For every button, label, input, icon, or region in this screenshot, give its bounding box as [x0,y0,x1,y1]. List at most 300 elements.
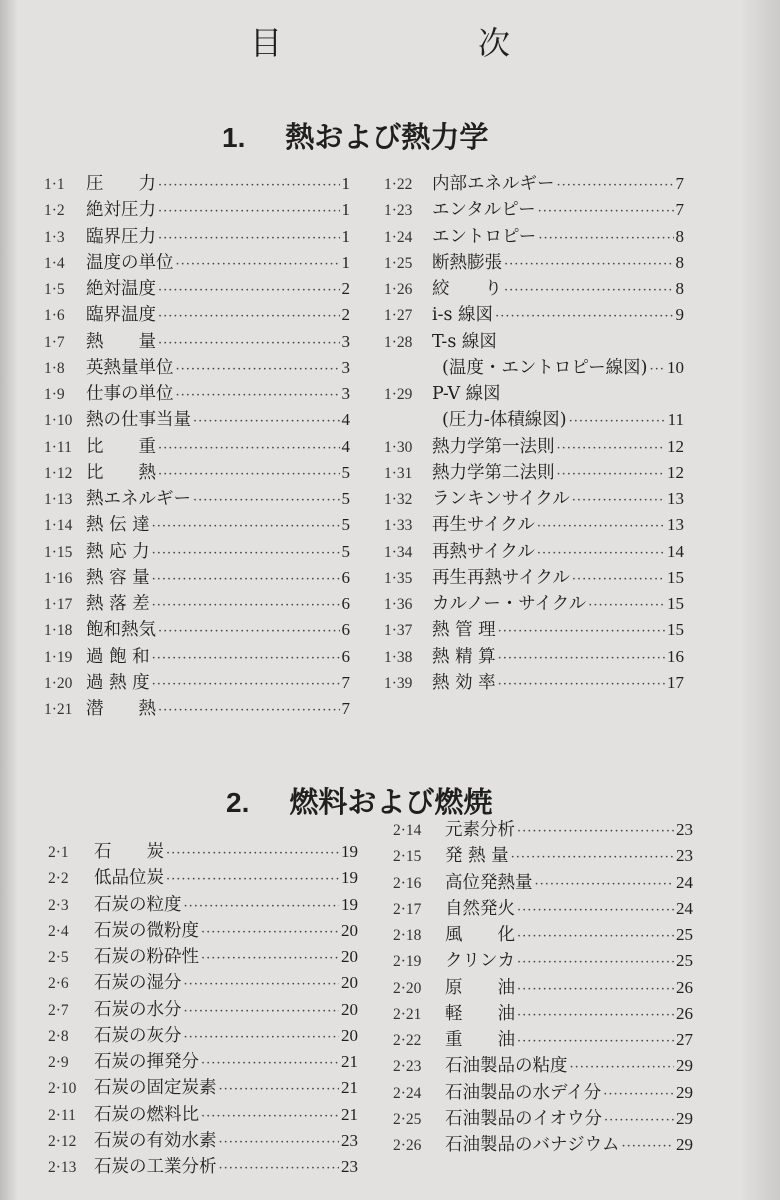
section-title: 石 炭 [94,842,164,862]
dot-leader [557,178,674,193]
dot-leader [158,231,340,246]
page-number: 1 [341,200,350,220]
page-number: 20 [341,999,358,1019]
section-number: 2·1 [48,844,69,861]
chapter-title: 燃料および燃焼 [289,785,493,819]
section-number: 1·30 [384,438,413,456]
section-title: 圧 力 [86,174,156,194]
section-title: i-s 線図 [432,305,494,326]
page-number: 2 [341,279,350,298]
page-number: 17 [667,672,684,692]
section-title: 比 重 [86,436,156,457]
section-title: ランキンサイクル [432,489,570,509]
dot-leader [184,1030,340,1045]
chapter-1-left-column [44,170,350,721]
toc-entry [48,1153,358,1179]
page-number: 26 [676,977,693,997]
section-number: 1·13 [44,491,73,508]
section-title: 再生サイクル [432,515,535,536]
toc-entry [48,1048,358,1074]
section-number: 1·23 [384,202,413,220]
section-title: 石炭の灰分 [94,1025,182,1046]
section-number: 2·15 [393,848,422,866]
page-number: 20 [341,947,358,966]
toc-entry [393,895,693,921]
dot-leader [572,572,665,587]
page-number: 16 [667,646,684,666]
toc-entry [44,380,350,406]
chapter-number: 2. [226,787,250,818]
dot-leader [621,1139,674,1154]
toc-entry [48,838,358,864]
section-number: 2·12 [48,1132,77,1150]
section-title: 熱 量 [86,331,156,352]
toc-entry [384,328,684,354]
section-number: 1·7 [44,333,65,351]
toc-entry [384,564,684,590]
section-number: 1·39 [384,674,413,692]
dot-leader [201,951,339,966]
section-title: 温度の単位 [86,252,174,273]
page-title [250,18,510,64]
toc-entry [393,842,693,868]
toc-entry [44,328,350,354]
page-number: 7 [341,699,350,718]
dot-leader [219,1135,340,1150]
section-title: クリンカ [445,951,515,972]
page-number: 9 [675,305,684,325]
section-title: 高位発熱量 [445,872,533,893]
dot-leader [517,1034,674,1049]
section-number: 1·25 [384,254,413,272]
page-number: 26 [676,1003,693,1023]
section-title: 石油製品のバナジウム [445,1135,620,1155]
section-title: 熱力学第二法則 [432,462,555,483]
section-number: 1·8 [44,359,65,377]
section-number: 2·22 [393,1032,422,1049]
section-number: 1·19 [44,648,73,666]
toc-entry [393,974,693,1000]
section-number: 2·11 [48,1106,76,1124]
section-title: (圧力-体積線図) [442,410,567,431]
dot-leader [570,1060,675,1075]
section-title: 熱 管 理 [432,620,496,641]
section-number: 2·6 [48,975,69,993]
section-number: 1·37 [384,622,413,640]
section-title: 石炭の燃料比 [94,1104,199,1125]
chapter-1-heading [222,115,488,156]
chapter-1-right-column [384,170,684,695]
section-number: 2·19 [393,953,422,971]
section-number: 1·27 [384,307,413,325]
toc-entry [393,1105,693,1131]
page-number: 3 [341,384,350,403]
section-number: 1·15 [44,543,73,561]
section-number: 2·13 [48,1159,77,1176]
section-title: カルノー・サイクル [432,594,587,614]
section-title: 石炭の工業分析 [94,1157,217,1177]
toc-entry [44,170,350,196]
toc-entry [48,917,358,943]
dot-leader [201,1056,339,1071]
toc-entry [384,511,684,537]
toc-entry [48,969,358,995]
toc-entry [44,511,350,537]
section-title: 臨界温度 [86,305,156,326]
toc-entry [384,354,684,380]
page-number: 21 [341,1104,358,1124]
page-number: 7 [675,200,684,220]
section-number: 1·35 [384,569,413,587]
section-title: 絶対圧力 [86,200,156,221]
toc-entry [384,616,684,642]
page-number: 6 [341,646,350,666]
dot-leader [176,388,340,403]
section-title: 熱エネルギー [86,489,191,509]
dot-leader [166,846,339,861]
section-title: エントロピー [432,226,537,247]
section-number: 2·21 [393,1005,422,1023]
section-title: 石炭の湿分 [94,973,182,994]
toc-entry [44,459,350,485]
page-number: 23 [676,846,693,866]
section-title: 比 熱 [86,462,156,483]
dot-leader [158,204,340,219]
dot-leader [511,850,674,865]
dot-leader [603,1087,674,1102]
toc-entry [44,538,350,564]
section-number: 1·36 [384,596,413,613]
dot-leader [498,677,665,692]
dot-leader [152,519,340,534]
page-number: 24 [676,898,693,918]
dot-leader [152,651,340,666]
section-title: 熱 容 量 [86,567,150,588]
section-number: 2·2 [48,870,69,888]
section-number: 2·10 [48,1080,77,1098]
section-title: (温度・エントロピー線図) [442,357,648,378]
chapter-2-left-column [48,838,358,1179]
section-title: 飽和熱気 [86,620,156,641]
section-title: 軽 油 [445,1003,515,1024]
toc-entry [384,223,684,249]
page-number: 5 [341,489,350,508]
section-title: 石炭の粒度 [94,894,182,915]
dot-leader [152,598,340,613]
chapter-number: 1. [222,122,246,153]
section-title: 石炭の水分 [94,999,182,1020]
page-number: 29 [676,1135,693,1154]
page-number: 10 [667,357,684,377]
toc-entry [44,616,350,642]
section-number: 2·3 [48,896,69,914]
page-number: 21 [341,1078,358,1098]
page-number: 14 [667,541,684,561]
dot-leader [158,441,340,456]
page-number: 7 [675,174,684,193]
toc-entry [384,249,684,275]
section-number: 1·32 [384,491,413,508]
dot-leader [604,1113,674,1128]
dot-leader [158,178,340,193]
toc-entry [48,943,358,969]
section-number: 1·29 [384,386,413,403]
toc-entry [44,669,350,695]
book-spine-shadow [0,0,18,1200]
dot-leader [152,677,340,692]
toc-entry [384,459,684,485]
section-title: 臨界圧力 [86,226,156,247]
section-title: 原 油 [445,977,515,998]
dot-leader [517,903,674,918]
section-title: 石炭の粉砕性 [94,947,199,967]
section-title: 潜 熱 [86,699,156,719]
dot-leader [538,231,673,246]
section-title: 熱の仕事当量 [86,410,191,431]
section-title: 断熱膨張 [432,252,502,273]
section-title: エンタルピー [432,200,536,221]
section-title: 低品位炭 [94,868,164,889]
section-title: 熱 効 率 [432,672,496,693]
section-number: 1·16 [44,569,73,587]
page-number: 6 [341,620,350,640]
section-title: 石油製品の水デイ分 [445,1082,602,1103]
page-number: 6 [341,594,350,613]
section-number: 1·14 [44,517,73,535]
dot-leader [498,624,665,639]
toc-entry [384,406,684,432]
section-number: 2·25 [393,1110,422,1128]
dot-leader [588,598,665,613]
toc-entry [44,249,350,275]
chapter-2-heading [226,780,492,821]
section-number: 2·26 [393,1137,422,1154]
toc-entry [44,643,350,669]
section-title: 熱 伝 達 [86,515,150,536]
section-number: 1·26 [384,281,413,298]
toc-entry [393,1026,693,1052]
section-title: P-V 線図 [432,384,501,404]
dot-leader [557,441,666,456]
toc-entry [44,406,350,432]
section-title: 石油製品のイオウ分 [445,1108,602,1129]
page-title-char: 目 [250,24,283,62]
section-number: 1·10 [44,412,73,430]
page-number: 5 [341,541,350,561]
dot-leader [152,572,340,587]
page-number: 23 [341,1157,358,1176]
section-title: 重 油 [445,1030,515,1050]
dot-leader [166,872,339,887]
page-number: 11 [667,410,684,430]
section-number: 2·9 [48,1054,69,1071]
section-number: 1·28 [384,333,413,351]
page-number: 15 [667,567,684,587]
section-title: 過 飽 和 [86,646,150,667]
dot-leader [201,925,339,940]
toc-entry [393,921,693,947]
page-number: 21 [341,1052,358,1071]
section-number: 1·34 [384,543,413,561]
dot-leader [535,877,675,892]
toc-entry [393,816,693,842]
toc-entry [384,196,684,222]
section-number: 1·31 [384,464,413,482]
page-number: 8 [675,252,684,272]
toc-entry [384,275,684,301]
section-number: 2·14 [393,822,422,839]
page-number: 29 [676,1056,693,1076]
section-title: T-s 線図 [432,331,497,352]
dot-leader [158,703,340,718]
dot-leader [193,493,340,508]
page-number: 4 [341,436,350,456]
dot-leader [498,651,665,666]
dot-leader [158,624,340,639]
dot-leader [557,467,666,482]
page-title-char: 次 [477,24,510,62]
toc-entry [384,301,684,327]
section-title: 元素分析 [445,820,515,840]
page-number: 20 [341,1025,358,1045]
section-number: 2·18 [393,927,422,944]
dot-leader [184,1004,340,1019]
toc-entry [48,1022,358,1048]
section-title: 風 化 [445,925,515,945]
dot-leader [158,283,340,298]
dot-leader [201,1109,339,1124]
section-title: 熱 応 力 [86,541,150,562]
section-title: 再生再熱サイクル [432,567,570,588]
section-number: 2·16 [393,874,422,892]
toc-entry [393,1052,693,1078]
toc-entry [393,1079,693,1105]
dot-leader [649,362,665,377]
section-number: 1·21 [44,701,73,718]
toc-entry [384,643,684,669]
page-number: 23 [341,1130,358,1150]
section-number: 2·7 [48,1001,69,1019]
dot-leader [176,362,340,377]
page-number: 5 [341,462,350,482]
section-number: 1·11 [44,438,72,456]
page-number: 19 [341,894,358,914]
toc-entry [44,354,350,380]
toc-entry [44,223,350,249]
page-number: 15 [667,620,684,640]
toc-entry [384,538,684,564]
section-number: 1·20 [44,674,73,692]
page-number: 13 [667,489,684,508]
section-title: 再熱サイクル [432,541,535,562]
section-number: 2·17 [393,900,422,918]
dot-leader [537,519,665,534]
section-number: 2·4 [48,922,69,940]
page-edge-shadow [740,0,780,1200]
section-number: 1·24 [384,228,413,246]
toc-entry [393,869,693,895]
page-number: 8 [675,226,684,246]
toc-entry [44,485,350,511]
page-number: 20 [341,973,358,993]
dot-leader [517,824,674,839]
page-number: 29 [676,1082,693,1102]
section-number: 1·1 [44,176,65,193]
page-number: 3 [341,357,350,377]
dot-leader [495,309,673,324]
dot-leader [219,1161,340,1176]
section-number: 1·12 [44,464,73,482]
page-number: 7 [341,672,350,692]
section-number: 1·22 [384,176,413,193]
chapter-2-right-column [393,816,693,1157]
section-title: 石炭の微粉度 [94,920,199,941]
section-title: 英熱量単位 [86,357,174,378]
toc-entry [44,590,350,616]
dot-leader [184,977,340,992]
page-number: 1 [341,174,350,193]
section-number: 2·5 [48,949,69,966]
dot-leader [158,336,340,351]
dot-leader [504,283,674,298]
toc-entry [393,1131,693,1157]
section-title: 内部エネルギー [432,174,555,194]
section-number: 1·3 [44,228,65,246]
page-number: 29 [676,1108,693,1128]
toc-entry [48,1074,358,1100]
section-title: 仕事の単位 [86,384,174,404]
toc-entry [48,996,358,1022]
toc-entry [44,301,350,327]
page-number: 20 [341,920,358,940]
dot-leader [219,1082,340,1097]
toc-entry [393,947,693,973]
section-title: 熱 精 算 [432,646,496,667]
toc-entry [384,485,684,511]
page-number: 13 [667,515,684,535]
dot-leader [158,309,340,324]
chapter-title: 熱および熱力学 [285,120,489,154]
section-number: 1·2 [44,202,65,220]
section-title: 石炭の固定炭素 [94,1078,217,1099]
section-title: 過 熱 度 [86,672,150,693]
toc-entry [44,564,350,590]
toc-entry [48,1127,358,1153]
page-number: 2 [341,305,350,325]
section-number: 1·18 [44,622,73,640]
toc-entry [384,380,684,406]
dot-leader [569,414,666,429]
toc-entry [44,433,350,459]
dot-leader [517,955,674,970]
dot-leader [184,899,340,914]
dot-leader [572,493,665,508]
page-number: 1 [341,252,350,272]
section-number: 1·5 [44,281,65,298]
dot-leader [193,414,340,429]
section-title: 発 熱 量 [445,846,509,867]
section-number: 1·9 [44,386,65,403]
page-number: 6 [341,567,350,587]
toc-entry [384,170,684,196]
page-number: 19 [341,842,358,861]
page-number: 8 [675,279,684,298]
page-number: 12 [667,462,684,482]
dot-leader [158,467,340,482]
section-number: 2·8 [48,1027,69,1045]
toc-entry [393,1000,693,1026]
page-number: 24 [676,872,693,892]
